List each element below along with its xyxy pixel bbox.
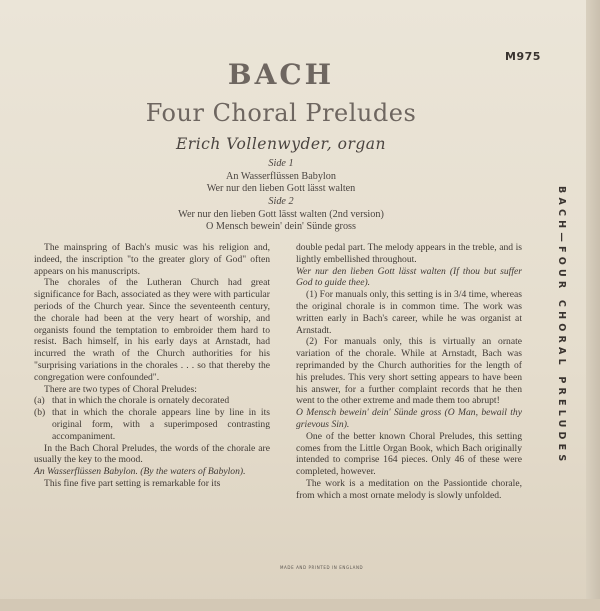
notes-paragraph: In the Bach Choral Preludes, the words of the chorale are usually the key to the mood.: [34, 442, 270, 466]
notes-paragraph: This fine five part setting is remarkable for its: [44, 477, 221, 489]
notes-piece-heading: O Mensch bewein' dein' Sünde gross (O Man, bewail thy grievous Sin).: [296, 407, 522, 430]
side-2-label: Side 2: [268, 196, 294, 207]
side-1-listing: [0, 158, 562, 196]
track-item: Wer nur den lieben Gott lässt walten (2nd version): [178, 208, 384, 220]
notes-paragraph: (2) For manuals only, this is virtually an ornate variation of the chorale. While at Arnstadt, Bach was reprimanded by the Church authorities for the length of his preludes. This very short setting appears to have been his answer, for a further complaint records that he then went to the other extreme and made them too abrupt!: [296, 336, 522, 407]
notes-paragraph: (1) For manuals only, this setting is in 3/4 time, whereas the original chorale is in common time. The work was written early in Bach's career, while he was organist at Arnstadt.: [296, 289, 522, 336]
list-marker: (b): [34, 407, 46, 419]
printer-footer: MADE AND PRINTED IN ENGLAND: [280, 565, 364, 570]
catalog-number: M975: [505, 50, 541, 63]
notes-left-column: [34, 242, 270, 490]
list-item: [34, 407, 270, 442]
sleeve-edge-right: [586, 0, 600, 611]
notes-piece-heading: Wer nur den lieben Gott lässt walten (If thou but suffer God to guide thee).: [296, 265, 522, 289]
notes-paragraph: The chorales of the Lutheran Church had great significance for Bach, associated as they were with particular periods of the Church year. Since the seventeenth century, the chorale had been at the very heart of worship, and organists found the temptation to embroider them hard to resist. Bach himself, in his early days at Arnstadt, had incurred the wrath of the Church authorities for his "surprising variations in the chorales . . . so that thereby the congregation were confounded".: [34, 277, 270, 383]
spine-text: BACH—FOUR CHORAL PRELUDES: [556, 186, 567, 466]
notes-paragraph: One of the better known Choral Preludes, this setting comes from the Little Organ Book, which Bach originally intended to comprise 164 pieces. Only 46 of these were completed, however.: [296, 430, 522, 478]
sleeve-edge-bottom: [0, 599, 600, 611]
page-subtitle: Four Choral Preludes: [145, 99, 417, 127]
track-item: O Mensch bewein' dein' Sünde gross: [206, 221, 356, 232]
side-1-label: Side 1: [268, 158, 294, 169]
track-item: Wer nur den lieben Gott lässt walten: [206, 183, 356, 194]
notes-paragraph: The work is a meditation on the Passiontide chorale, from which a most ornate melody is slowly unfolded.: [296, 477, 522, 501]
list-text: that in which the chorale is ornately decorated: [52, 395, 230, 407]
list-marker: (a): [34, 395, 45, 407]
list-item: [34, 395, 270, 407]
performer-credit: Erich Vollenwyder, organ: [175, 135, 386, 153]
notes-paragraph: There are two types of Choral Preludes:: [44, 383, 197, 395]
side-2-listing: [0, 196, 562, 234]
track-item: An Wasserflüssen Babylon: [226, 170, 336, 182]
notes-piece-heading: An Wasserflüssen Babylon. (By the waters of Babylon).: [34, 466, 246, 478]
notes-right-column: [296, 242, 522, 502]
notes-paragraph: The mainspring of Bach's music was his religion and, indeed, the inscription "to the greater glory of God" often appears on his manuscripts.: [34, 242, 270, 277]
page-title: BACH: [227, 58, 335, 91]
notes-paragraph: double pedal part. The melody appears in the treble, and is lightly embellished throughout.: [296, 242, 522, 265]
list-text: that in which the chorale appears line by line in its original form, with a superimposed contrasting accompaniment.: [52, 407, 270, 442]
